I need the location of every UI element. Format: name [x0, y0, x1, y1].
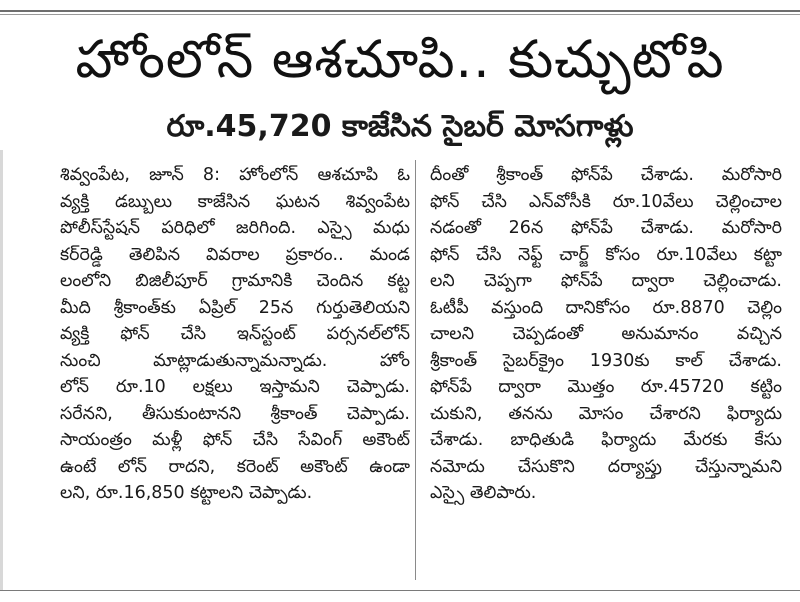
article-line: సరేనని, తీసుకుంటానని శ్రీకాంత్ చెప్పాడు.	[60, 403, 410, 424]
article-line: చాలని చెప్పడంతో అనుమానం వచ్చిన	[430, 324, 782, 344]
article-line: లంలోని బిజిలీపూర్ గ్రామానికి చెందిన కట్ట	[60, 271, 410, 291]
page-edge-shadow	[0, 150, 3, 590]
article-line: శివ్వంపేట, జూన్ 8: హోంలోన్ ఆశచూపి ఓ	[60, 165, 410, 185]
article-line: లని చెప్పగా ఫోన్‌పే ద్వారా చెల్లించాడు.	[430, 271, 782, 291]
article-column-left	[60, 162, 410, 507]
column-divider	[415, 160, 416, 580]
article-line: లోన్ రూ.10 లక్షలు ఇస్తామని చెప్పాడు.	[60, 377, 410, 397]
article-line: పోలీస్‌స్టేషన్ పరిధిలో జరిగింది. ఎస్సై మధు	[60, 218, 410, 238]
article-line: ఓటీపీ వస్తుంది దానికోసం రూ.8870 చెల్లిం	[430, 297, 782, 318]
article-line: నమోదు చేసుకొని దర్యాప్తు చేస్తున్నామని	[430, 456, 782, 477]
article-line: లని, రూ.16,850 కట్టాలని చెప్పాడు.	[60, 483, 313, 503]
article-line: నుంచి మాట్లాడుతున్నామన్నాడు. హోం	[60, 350, 410, 371]
article-line: నడంతో 26న ఫోన్‌పే చేశాడు. మరోసారి	[430, 218, 782, 238]
bottom-rule	[0, 590, 800, 591]
article-line: ఎస్సై తెలిపారు.	[430, 483, 537, 503]
article-line: వ్యక్తి ఫోన్ చేసి ఇన్‌స్టంట్ పర్సనల్‌లోన్	[60, 324, 410, 344]
top-rule	[0, 10, 800, 12]
article-line: ఉంటే లోన్ రాదని, కరెంట్ అకౌంట్ ఉండా	[60, 456, 410, 477]
article-subheadline: రూ.45,720 కాజేసిన సైబర్ మోసగాళ్లు	[166, 109, 634, 144]
article-line: చేశాడు. బాధితుడి ఫిర్యాదు మేరకు కేసు	[430, 430, 782, 450]
article-column-right	[430, 162, 782, 507]
top-rule-thin	[0, 14, 800, 15]
article-line: శ్రీకాంత్ సైబర్‌క్రైం 1930కు కాల్ చేశాడు.	[430, 350, 782, 371]
article-line: కర్‌రెడ్డి తెలిపిన వివరాల ప్రకారం.. మండ	[60, 244, 410, 265]
article-headline: హోంలోన్ ఆశచూపి.. కుచ్చుటోపి	[75, 30, 725, 90]
article-line: ఫోన్ చేసి నెఫ్ట్ చార్జ్ కోసం రూ.10వేలు కట్టా	[430, 244, 782, 265]
article-line: సాయంత్రం మళ్లీ ఫోన్ చేసి సేవింగ్ అకౌంట్	[60, 430, 410, 450]
article-line: ఫోన్ చేసి ఎన్‌వోసీకి రూ.10వేలు చెల్లించాల	[430, 191, 782, 212]
article-line: మీది శ్రీకాంత్‌కు ఏప్రిల్ 25న గుర్తుతెలియని	[60, 297, 410, 318]
article-line: ఫోన్‌పే ద్వారా మొత్తం రూ.45720 కట్టిం	[430, 377, 782, 397]
article-line: చుకుని, తనను మోసం చేశారని ఫిర్యాదు	[430, 403, 782, 424]
article-line: దీంతో శ్రీకాంత్ ఫోన్‌పే చేశాడు. మరోసారి	[430, 165, 782, 185]
article-line: వ్యక్తి డబ్బులు కాజేసిన ఘటన శివ్వంపేట	[60, 191, 410, 212]
